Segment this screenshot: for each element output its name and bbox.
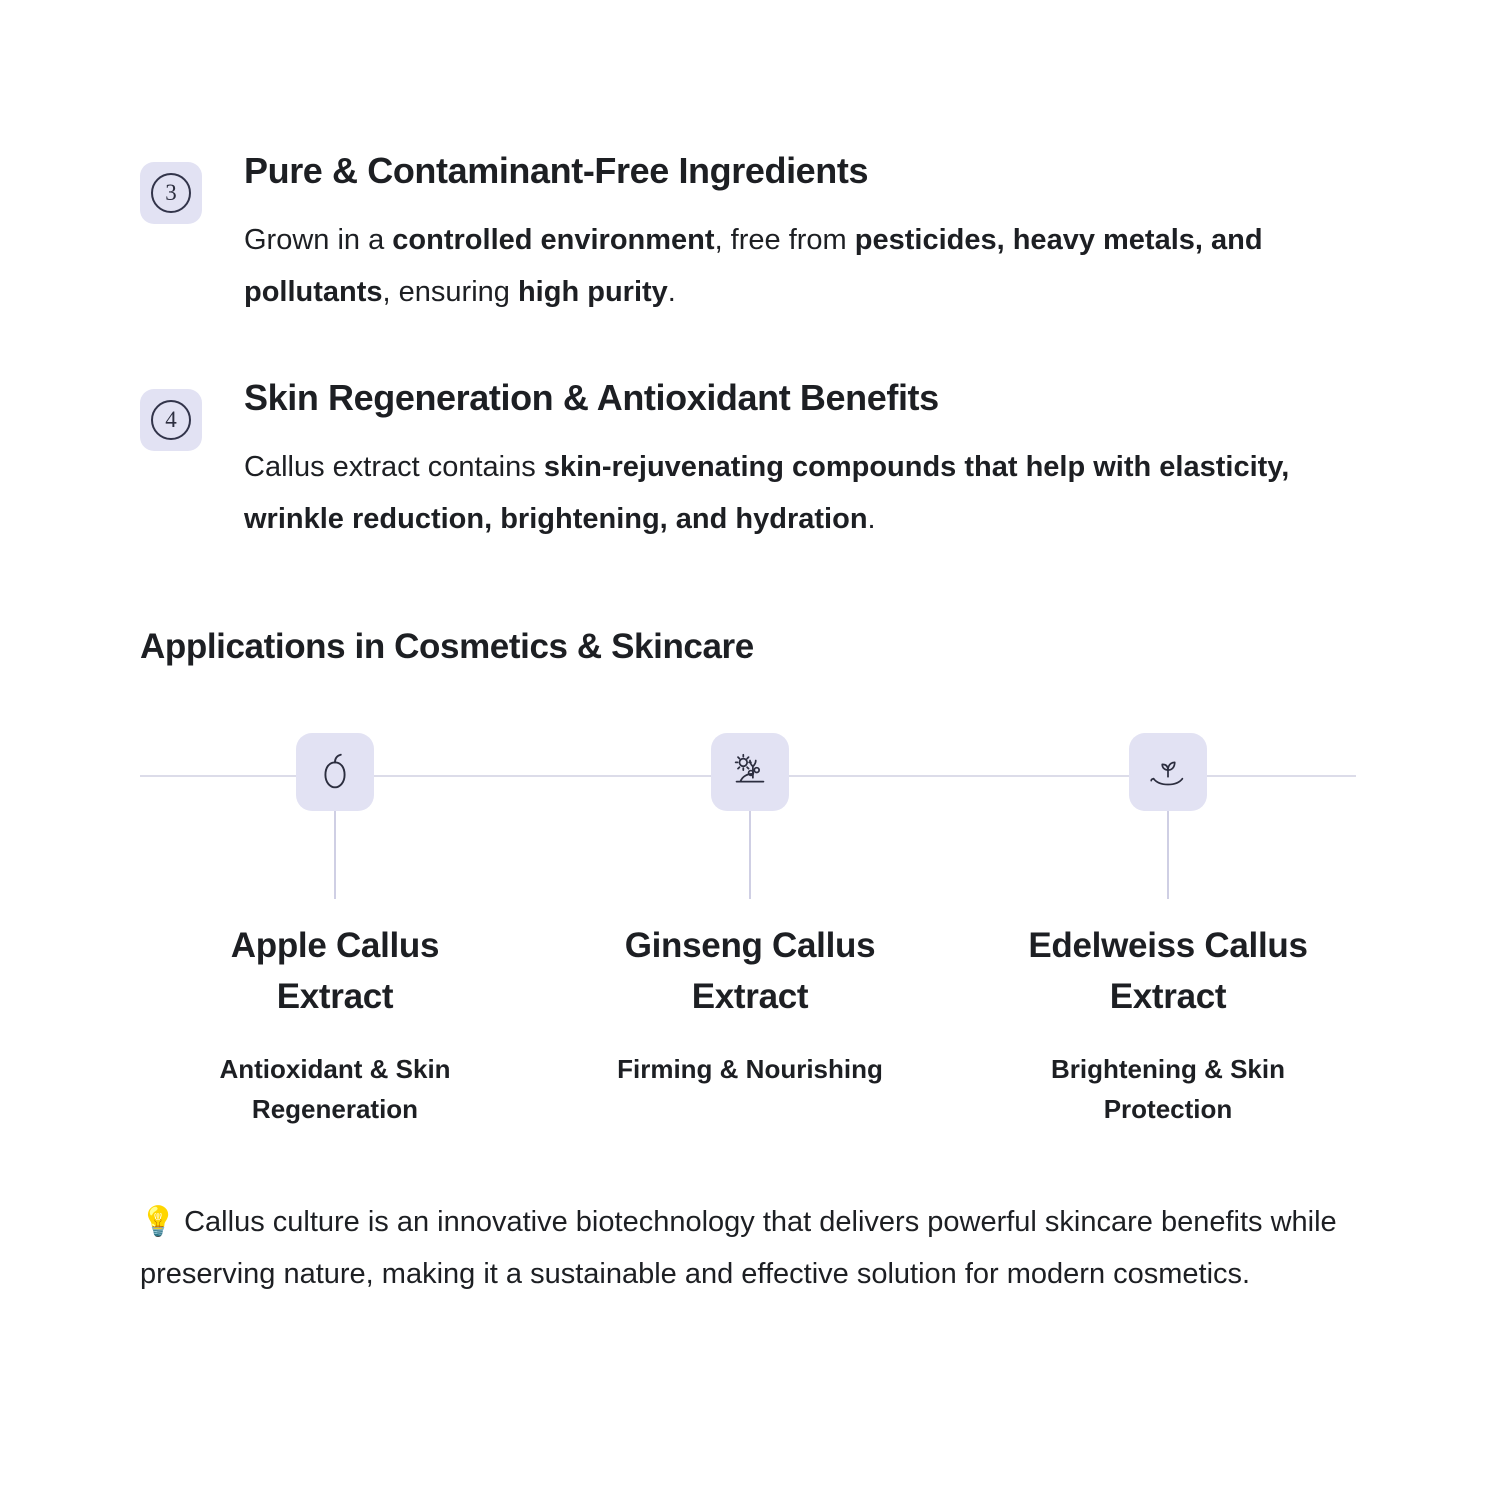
list-item-text: Grown in a controlled environment, free from pesticides, heavy metals, and pollutants, ensuring high purity.	[244, 224, 1263, 308]
timeline-node-ginseng	[600, 733, 900, 1089]
footnote-text: Callus culture is an innovative biotechnology that delivers powerful skincare benefits while preserving nature, making it a sustainable and effective solution for modern cosmetics.	[140, 1206, 1337, 1290]
timeline-stem	[749, 811, 751, 899]
timeline-node-edelweiss	[1018, 733, 1318, 1129]
list-item	[140, 377, 1360, 546]
footnote	[140, 1197, 1360, 1300]
step-badge-3	[140, 162, 202, 224]
ginseng-plant-icon	[711, 733, 789, 811]
list-item-body	[244, 150, 1360, 319]
lightbulb-icon: 💡	[140, 1206, 177, 1239]
timeline-node-subtitle: Brightening & Skin Protection	[1051, 1053, 1285, 1125]
timeline-node-title: Ginseng Callus Extract	[624, 926, 876, 1016]
timeline-node-subtitle: Antioxidant & Skin Regeneration	[219, 1053, 451, 1125]
timeline-node-title: Edelweiss Callus Extract	[1028, 926, 1308, 1016]
section-title: Applications in Cosmetics & Skincare	[140, 627, 754, 667]
sprout-in-hand-icon	[1129, 733, 1207, 811]
timeline-node-apple	[185, 733, 485, 1129]
list-item-body	[244, 377, 1360, 546]
list-item-title: Skin Regeneration & Antioxidant Benefits	[244, 376, 939, 418]
timeline-node-title: Apple Callus Extract	[230, 926, 440, 1016]
applications-timeline	[140, 733, 1360, 1163]
list-item	[140, 150, 1360, 319]
step-badge-4	[140, 389, 202, 451]
step-number: 3	[151, 173, 191, 213]
apple-icon	[296, 733, 374, 811]
timeline-stem	[334, 811, 336, 899]
timeline-stem	[1167, 811, 1169, 899]
list-item-title: Pure & Contaminant-Free Ingredients	[244, 150, 869, 191]
timeline-node-subtitle: Firming & Nourishing	[617, 1053, 883, 1084]
list-item-text: Callus extract contains skin-rejuvenating compounds that help with elasticity, wrinkle reduction, brightening, and hydration.	[244, 451, 1290, 535]
step-number: 4	[151, 400, 191, 440]
